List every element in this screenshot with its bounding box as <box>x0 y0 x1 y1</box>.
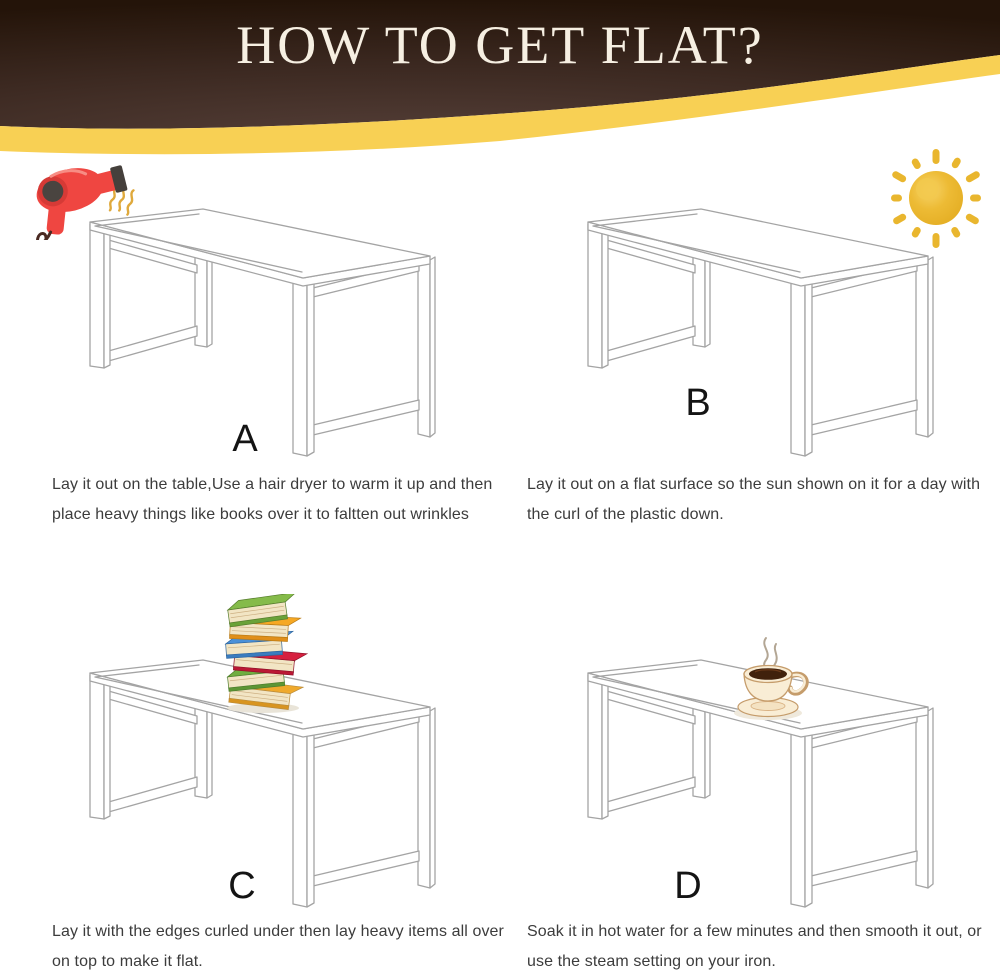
page-title: HOW TO GET FLAT? <box>236 15 764 75</box>
desk-illustration-b <box>586 205 936 465</box>
step-label-b: B <box>685 382 711 424</box>
caption-a-line2: place heavy things like books over it to faltten out wrinkles <box>52 506 469 523</box>
caption-b-line1: Lay it out on a flat surface so the sun shown on it for a day with <box>527 476 981 493</box>
caption-b-line2: the curl of the plastic down. <box>527 506 724 523</box>
step-label-a: A <box>232 418 258 460</box>
caption-d <box>527 921 982 974</box>
caption-a <box>52 474 492 534</box>
caption-d-line2: use the steam setting on your iron. <box>527 953 776 970</box>
hair-dryer-icon <box>16 154 141 240</box>
caption-b <box>527 474 980 534</box>
step-label-d: D <box>674 865 702 907</box>
caption-c-line1: Lay it with the edges curled under then lay heavy items all over <box>52 923 504 940</box>
caption-d-line1: Soak it in hot water for a few minutes and then smooth it out, or <box>527 923 982 940</box>
caption-c-line2: on top to make it flat. <box>52 953 203 970</box>
caption-c <box>52 921 504 974</box>
books-stack-icon <box>218 594 308 716</box>
coffee-cup-icon <box>724 634 814 724</box>
caption-a-line1: Lay it out on the table,Use a hair dryer to warm it up and then <box>52 476 493 493</box>
step-label-c: C <box>228 865 256 907</box>
sun-icon <box>888 148 988 248</box>
